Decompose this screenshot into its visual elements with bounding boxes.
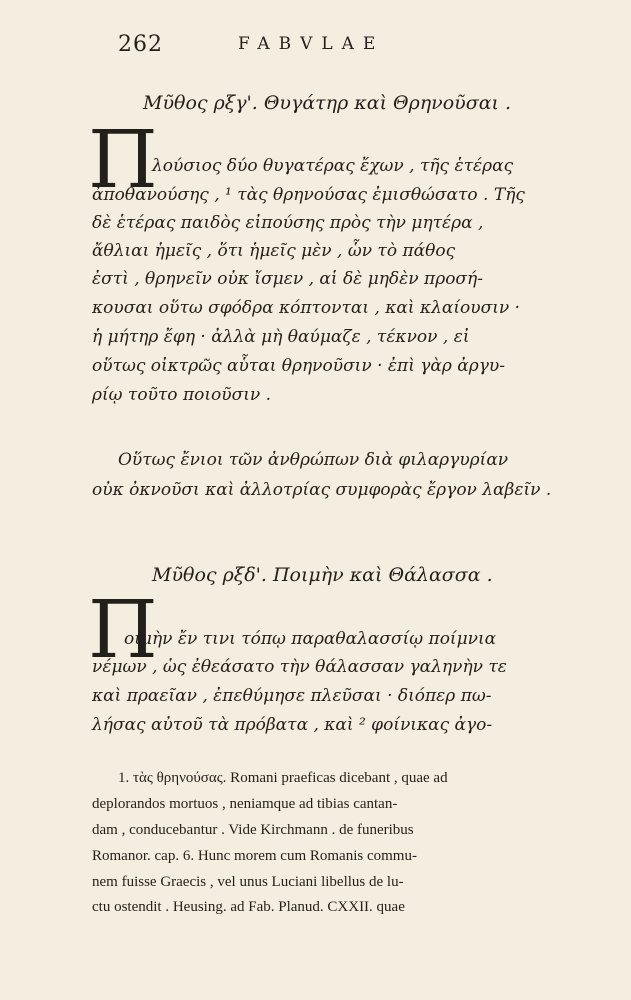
drop-capital: Π	[88, 583, 158, 676]
fable-title: Μῦθος ρξγ'. Θυγάτηρ καὶ Θρηνοῦσαι .	[143, 92, 512, 114]
text-line: λούσιος δύο θυγατέρας ἔχων , τῆς ἑτέρας	[152, 156, 514, 176]
moral-line: Οὕτως ἔνιοι τῶν ἀνθρώπων διὰ φιλαργυρίαν	[118, 450, 509, 470]
text-line: ἀποθανούσης , ¹ τὰς θρηνούσας ἐμισθώσατο . Τῆς	[92, 185, 525, 205]
moral-line: οὐκ ὀκνοῦσι καὶ ἀλλοτρίας συμφορὰς ἔργον λαβεῖν .	[92, 480, 552, 500]
text-line: ρίῳ τοῦτο ποιοῦσιν .	[92, 385, 271, 405]
text-line: ἡ μήτηρ ἔφη · ἀλλὰ μὴ θαύμαζε , τέκνον , εἰ	[92, 327, 470, 347]
footnote-line: Romanor. cap. 6. Hunc morem cum Romanis commu-	[92, 848, 417, 864]
footnote-line: deplorandos mortuos , neniamque ad tibias cantan-	[92, 796, 398, 812]
drop-capital: Π	[88, 113, 158, 206]
footnote-line: 1. τὰς θρηνούσας. Romani praeficas dicebant , quae ad	[118, 770, 448, 786]
fable-title: Μῦθος ρξδ'. Ποιμὴν καὶ Θάλασσα .	[152, 564, 493, 586]
text-line: οιμὴν ἔν τινι τόπῳ παραθαλασσίῳ ποίμνια	[124, 629, 497, 649]
text-line: οὕτως οἰκτρῶς αὗται θρηνοῦσιν · ἐπὶ γὰρ ἀργυ-	[92, 356, 506, 376]
text-line: δὲ ἑτέρας παιδὸς εἰπούσης πρὸς τὴν μητέρα ,	[92, 213, 484, 233]
page-number: 262	[118, 32, 163, 57]
text-line: κουσαι οὕτω σφόδρα κόπτονται , καὶ κλαίουσιν ·	[92, 298, 521, 318]
text-line: νέμων , ὡς ἐθεάσατο τὴν θάλασσαν γαληνὴν τε	[92, 657, 507, 677]
footnote-line: ctu ostendit . Heusing. ad Fab. Planud. CXXII. quae	[92, 899, 405, 915]
footnote-line: dam , conducebantur . Vide Kirchmann . de funeribus	[92, 822, 414, 838]
page-header	[118, 32, 588, 56]
footnote-line: nem fuisse Graecis , vel unus Luciani libellus de lu-	[92, 874, 404, 890]
text-line: λήσας αὐτοῦ τὰ πρόβατα , καὶ ² φοίνικας ἀγο-	[92, 715, 493, 735]
text-line: καὶ πραεῖαν , ἐπεθύμησε πλεῦσαι · διόπερ πω-	[92, 686, 492, 706]
text-line: ἐστὶ , θρηνεῖν οὐκ ἴσμεν , αἱ δὲ μηδὲν προσή-	[92, 269, 483, 289]
running-title: FABVLAE	[238, 34, 385, 54]
text-line: ἄθλιαι ἡμεῖς , ὅτι ἡμεῖς μὲν , ὧν τὸ πάθος	[92, 241, 456, 261]
